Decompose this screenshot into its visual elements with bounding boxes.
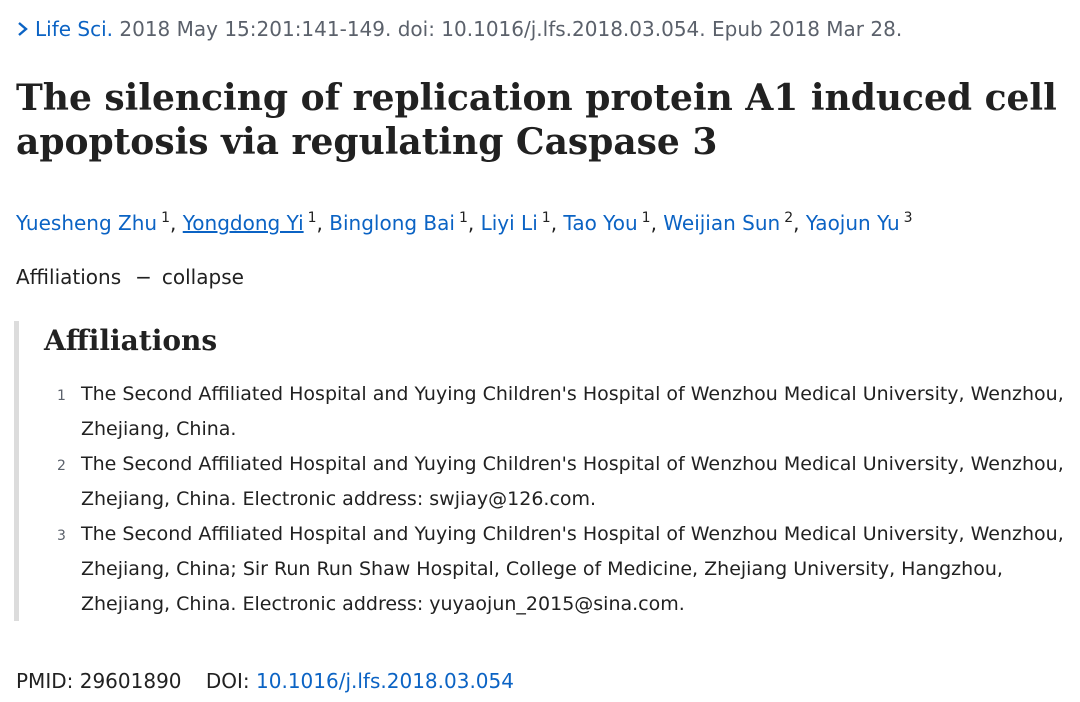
affiliations-list	[51, 377, 1080, 622]
doi-label: DOI:	[205, 669, 250, 693]
affiliation-item	[51, 377, 1080, 447]
affiliation-text: The Second Affiliated Hospital and Yuying Children's Hospital of Wenzhou Medical University, Wenzhou, Zhejiang, China; Sir Run Run Shaw Hospital, College of Medicine, Zhejiang University, Hangzhou, Zhejiang, China. Electronic address: yuyaojun_2015@sina.com.	[81, 523, 1064, 615]
chevron-right-icon[interactable]	[17, 14, 29, 44]
affiliation-item	[51, 447, 1080, 517]
author-link[interactable]: Yaojun Yu	[805, 211, 900, 235]
author-affiliation-ref[interactable]: 1	[161, 210, 171, 226]
pmid-value: 29601890	[79, 669, 182, 693]
collapse-icon: −	[135, 265, 152, 289]
author-link[interactable]: Tao You	[563, 211, 638, 235]
affiliation-number: 3	[57, 528, 66, 544]
affiliation-text: The Second Affiliated Hospital and Yuying Children's Hospital of Wenzhou Medical University, Wenzhou, Zhejiang, China. Electronic address: swjiay@126.com.	[81, 453, 1064, 510]
article-title: The silencing of replication protein A1 induced cell apoptosis via regulating Caspase 3	[16, 77, 1057, 163]
pmid-label: PMID:	[16, 669, 74, 693]
author-link[interactable]: Yuesheng Zhu	[16, 211, 158, 235]
author-affiliation-ref[interactable]: 1	[307, 210, 317, 226]
affiliations-heading: Affiliations	[44, 324, 218, 357]
author-affiliation-ref[interactable]: 2	[784, 210, 794, 226]
citation-details: 2018 May 15:201:141-149. doi: 10.1016/j.lfs.2018.03.054. Epub 2018 Mar 28.	[119, 17, 903, 41]
doi-link[interactable]: 10.1016/j.lfs.2018.03.054	[256, 669, 514, 693]
article-identifiers	[16, 666, 514, 696]
authors-list: Yuesheng Zhu $^1$, Yongdong Yi $^1$, Binglong Bai $^1$, Liyi Li $^1$, Tao You $^1$, Weijian Sun $^2$, Yaojun Yu $^3$	[16, 210, 913, 235]
author-link[interactable]: Weijian Sun	[663, 211, 781, 235]
author-affiliation-ref[interactable]: 1	[541, 210, 551, 226]
affiliations-toggle-action[interactable]: collapse	[161, 265, 244, 289]
citation-line	[17, 14, 1080, 44]
author-link[interactable]: Liyi Li	[480, 211, 538, 235]
affiliations-toggle[interactable]	[16, 262, 244, 292]
author-link[interactable]: Binglong Bai	[329, 211, 455, 235]
journal-link[interactable]: Life Sci.	[35, 17, 114, 41]
author-affiliation-ref[interactable]: 1	[641, 210, 651, 226]
affiliation-text: The Second Affiliated Hospital and Yuying Children's Hospital of Wenzhou Medical University, Wenzhou, Zhejiang, China.	[81, 383, 1064, 440]
affiliations-panel	[14, 321, 1080, 621]
affiliation-item	[51, 517, 1080, 622]
affiliation-number: 2	[57, 458, 66, 474]
affiliation-number: 1	[57, 388, 66, 404]
author-affiliation-ref[interactable]: 3	[903, 210, 913, 226]
author-link[interactable]: Yongdong Yi	[182, 211, 304, 235]
affiliations-toggle-label: Affiliations	[16, 265, 122, 289]
author-affiliation-ref[interactable]: 1	[458, 210, 468, 226]
